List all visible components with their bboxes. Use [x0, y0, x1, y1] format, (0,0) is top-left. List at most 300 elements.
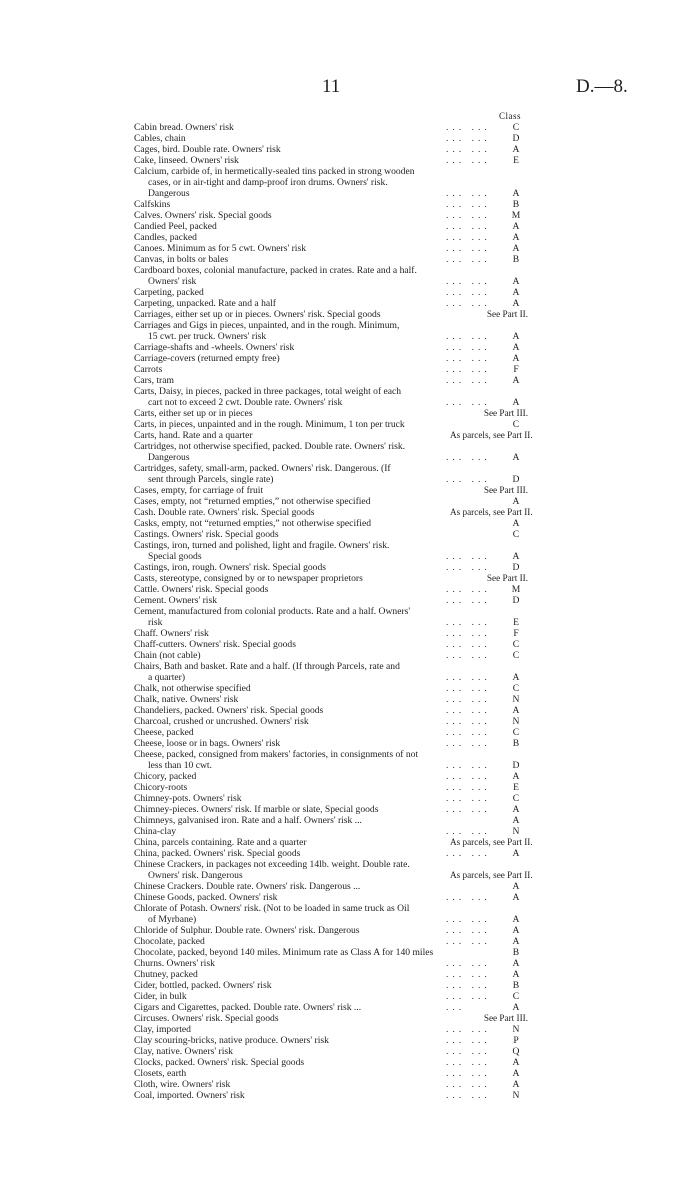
leader-dots: ... ... [446, 221, 491, 232]
classification-entry [134, 375, 528, 386]
entry-description [134, 573, 450, 584]
leader-dots: ... ... [446, 925, 491, 936]
class-code: A [512, 672, 520, 683]
entry-description-line: Chloride of Sulphur. Double rate. Owners' risk. Dangerous [134, 925, 360, 936]
entry-description [134, 419, 438, 430]
leader-dots: ... ... [446, 287, 491, 298]
classification-entry [134, 1002, 528, 1013]
leader-dots: ... ... [446, 826, 491, 837]
classification-entry [134, 936, 528, 947]
entry-description [134, 837, 450, 848]
entry-description-line: Chairs, Bath and basket. Rate and a half. (If through Parcels, rate and [134, 661, 400, 672]
entry-description-line: China-clay [134, 826, 177, 837]
entry-description-line: Carts, hand. Rate and a quarter [134, 430, 253, 441]
entry-description [134, 232, 438, 243]
entry-description [134, 1035, 438, 1046]
entry-description [134, 1079, 438, 1090]
leader-dots: ... ... [446, 848, 491, 859]
entry-description-line: Calves. Owners' risk. Special goods [134, 210, 272, 221]
entry-description-line: Chocolate, packed, beyond 140 miles. Minimum rate as Class A for 140 miles [134, 947, 434, 958]
class-code: A [512, 353, 520, 364]
entry-description-line: cart not to exceed 2 cwt. Double rate. Owners' risk [148, 397, 343, 408]
class-code: A [512, 518, 520, 529]
leader-dots: ... ... [446, 1090, 491, 1101]
class-code: C [512, 650, 520, 661]
entry-description-line: Cages, bird. Double rate. Owners' risk [134, 144, 281, 155]
class-code: D [512, 474, 520, 485]
entry-description [134, 980, 438, 991]
entry-description-line: risk [148, 617, 163, 628]
entry-description-line: Cattle. Owners' risk. Special goods [134, 584, 269, 595]
entry-description-line: Dangerous [148, 188, 190, 199]
part-reference: As parcels, see Part II. [450, 837, 533, 847]
entry-description [134, 661, 438, 683]
entry-description-line: Cars, tram [134, 375, 174, 386]
entry-description-line: Chimney-pots. Owners' risk [134, 793, 242, 804]
class-code: Q [512, 1046, 520, 1057]
entry-description [134, 925, 438, 936]
entry-description [134, 584, 438, 595]
entry-description [134, 485, 450, 496]
part-reference: See Part III. [483, 1013, 528, 1023]
part-reference: See Part III. [483, 485, 528, 495]
classification-entry [134, 1057, 528, 1068]
leader-dots: ... ... [446, 364, 491, 375]
class-code: A [512, 397, 520, 408]
leader-dots: ... ... [446, 991, 491, 1002]
classification-entry [134, 485, 528, 496]
leader-dots: ... ... [446, 595, 491, 606]
classification-entry [134, 265, 528, 287]
part-reference: See Part II. [486, 573, 528, 583]
classification-entry [134, 122, 528, 133]
entry-description-line: Cheese, loose or in bags. Owners' risk [134, 738, 281, 749]
entry-description-line: Owners' risk. Dangerous [148, 870, 243, 881]
entry-description [134, 738, 438, 749]
leader-dots: ... ... [446, 771, 491, 782]
leader-dots: ... ... [446, 254, 491, 265]
entry-description-line: Chalk, not otherwise specified [134, 683, 251, 694]
entry-description [134, 771, 438, 782]
entry-description-line: Carriages and Gigs in pieces, unpainted, and in the rough. Minimum, [134, 320, 400, 331]
entry-description-line: Chlorate of Potash. Owners' risk. (Not to be loaded in same truck as Oil [134, 903, 410, 914]
entry-description [134, 804, 438, 815]
entry-description [134, 518, 438, 529]
entry-description [134, 1002, 438, 1013]
classification-entry [134, 573, 528, 584]
entry-description-line: Cider, bottled, packed. Owners' risk [134, 980, 272, 991]
entry-description [134, 364, 438, 375]
class-code: A [512, 342, 520, 353]
entry-description-line: Chain (not cable) [134, 650, 201, 661]
entry-description-line: less than 10 cwt. [148, 760, 212, 771]
leader-dots: ... ... [446, 210, 491, 221]
entry-description [134, 199, 438, 210]
class-code: A [512, 1057, 520, 1068]
classification-entry [134, 947, 528, 958]
entry-description-line: Castings, iron, rough. Owners' risk. Special goods [134, 562, 326, 573]
leader-dots: ... ... [446, 1057, 491, 1068]
class-code: F [513, 364, 519, 375]
class-code: N [512, 694, 520, 705]
entry-description-line: Coal, imported. Owners' risk [134, 1090, 245, 1101]
entry-description-line: Clay scouring-bricks, native produce. Owners' risk [134, 1035, 329, 1046]
entry-description [134, 353, 438, 364]
entry-description [134, 221, 438, 232]
entry-description [134, 1013, 450, 1024]
class-code: A [512, 331, 520, 342]
entry-description [134, 309, 450, 320]
entry-description [134, 298, 438, 309]
entry-description [134, 386, 438, 408]
leader-dots: ... ... [446, 672, 491, 683]
leader-dots: ... ... [446, 727, 491, 738]
entry-description [134, 606, 438, 628]
entry-description-line: Chalk, native. Owners' risk [134, 694, 239, 705]
class-code: A [512, 892, 520, 903]
leader-dots: ... ... [446, 716, 491, 727]
leader-dots: ... ... [446, 892, 491, 903]
entry-description-line: Cigars and Cigarettes, packed. Double rate. Owners' risk ... [134, 1002, 362, 1013]
entry-description [134, 441, 438, 463]
leader-dots: ... ... [446, 804, 491, 815]
entry-description-line: China, parcels containing. Rate and a quarter [134, 837, 307, 848]
class-code: A [512, 221, 520, 232]
class-code: A [512, 804, 520, 815]
entry-description-line: sent through Parcels, single rate) [148, 474, 274, 485]
entry-description [134, 496, 438, 507]
class-code: B [512, 199, 520, 210]
classification-entry [134, 969, 528, 980]
classification-entry [134, 793, 528, 804]
entry-description [134, 859, 450, 881]
entry-description-line: Chimneys, galvanised iron. Rate and a half. Owners' risk ... [134, 815, 362, 826]
entry-description [134, 892, 438, 903]
class-code: C [512, 727, 520, 738]
entry-description-line: Carriages, either set up or in pieces. Owners' risk. Special goods [134, 309, 381, 320]
classification-entry [134, 826, 528, 837]
leader-dots: ... ... [446, 639, 491, 650]
classification-entry [134, 298, 528, 309]
entry-description [134, 408, 450, 419]
entry-description [134, 562, 438, 573]
entry-description-line: Cartridges, not otherwise specified, packed. Double rate. Owners' risk. [134, 441, 406, 452]
entry-description-line: Chicory, packed [134, 771, 197, 782]
class-code: A [512, 243, 520, 254]
classification-entry [134, 1079, 528, 1090]
classification-entry [134, 1068, 528, 1079]
document-reference: D.—8. [576, 76, 628, 97]
class-code: D [512, 760, 520, 771]
entry-description-line: cases, or in air-tight and damp-proof iron drums. Owners' risk. [148, 177, 388, 188]
classification-entry [134, 925, 528, 936]
entry-description [134, 342, 438, 353]
entry-description [134, 320, 438, 342]
entry-description [134, 243, 438, 254]
class-code: B [512, 738, 520, 749]
classification-entry [134, 243, 528, 254]
entry-description-line: Chicory-roots [134, 782, 188, 793]
entry-description [134, 650, 438, 661]
classification-entry [134, 815, 528, 826]
entry-description [134, 826, 438, 837]
classification-entry [134, 320, 528, 342]
leader-dots: ... ... [446, 705, 491, 716]
class-code: A [512, 815, 520, 826]
classification-entry [134, 1024, 528, 1035]
entry-description-line: Dangerous [148, 452, 190, 463]
entry-description-line: Owners' risk [148, 276, 197, 287]
classification-entry [134, 419, 528, 430]
entry-description-line: Closets, earth [134, 1068, 187, 1079]
entry-description [134, 1046, 438, 1057]
class-code: N [512, 826, 520, 837]
leader-dots: ... ... [446, 562, 491, 573]
classification-entry [134, 1046, 528, 1057]
classification-entry [134, 507, 533, 518]
entry-description [134, 133, 438, 144]
classification-entry [134, 980, 528, 991]
entry-description [134, 958, 438, 969]
entry-description [134, 947, 438, 958]
entry-description-line: Circuses. Owners' risk. Special goods [134, 1013, 279, 1024]
class-code: B [512, 980, 520, 991]
leader-dots: ... ... [446, 474, 491, 485]
class-code: A [512, 925, 520, 936]
page-number: 11 [322, 76, 341, 97]
leader-dots: ... ... [446, 683, 491, 694]
entry-description-line: Cloth, wire. Owners' risk [134, 1079, 231, 1090]
class-code: A [512, 496, 520, 507]
class-code: E [513, 155, 519, 166]
leader-dots: ... ... [446, 199, 491, 210]
class-code: A [512, 276, 520, 287]
class-code: D [512, 595, 520, 606]
classification-entry [134, 716, 528, 727]
goods-classification-list [134, 122, 533, 1101]
leader-dots: ... [446, 1002, 466, 1013]
class-code: A [512, 848, 520, 859]
entry-description [134, 265, 438, 287]
class-code: C [512, 419, 520, 430]
classification-entry [134, 133, 528, 144]
classification-entry [134, 859, 533, 881]
leader-dots: ... ... [446, 452, 491, 463]
entry-description-line: Castings. Owners' risk. Special goods [134, 529, 279, 540]
classification-entry [134, 342, 528, 353]
classification-entry [134, 650, 528, 661]
entry-description-line: Clocks, packed. Owners' risk. Special goods [134, 1057, 305, 1068]
leader-dots: ... ... [446, 628, 491, 639]
entry-description-line: Casks, empty, not “returned empties,” not otherwise specified [134, 518, 372, 529]
entry-description-line: Chandeliers, packed. Owners' risk. Special goods [134, 705, 324, 716]
entry-description [134, 782, 438, 793]
entry-description [134, 210, 438, 221]
leader-dots: ... ... [446, 375, 491, 386]
entry-description-line: Cider, in bulk [134, 991, 187, 1002]
entry-description-line: 15 cwt. per truck. Owners' risk [148, 331, 267, 342]
entry-description [134, 122, 438, 133]
class-code: A [512, 298, 520, 309]
leader-dots: ... ... [446, 122, 491, 133]
part-reference: See Part III. [483, 408, 528, 418]
classification-entry [134, 628, 528, 639]
class-code: N [512, 1090, 520, 1101]
classification-entry [134, 254, 528, 265]
leader-dots: ... ... [446, 243, 491, 254]
entry-description-line: Chocolate, packed [134, 936, 205, 947]
entry-description [134, 155, 438, 166]
classification-entry [134, 496, 528, 507]
entry-description-line: Special goods [148, 551, 202, 562]
entry-description-line: Chinese Crackers, in packages not exceeding 14lb. weight. Double rate. [134, 859, 410, 870]
classification-entry [134, 892, 528, 903]
part-reference: As parcels, see Part II. [450, 870, 533, 880]
entry-description [134, 1068, 438, 1079]
classification-entry [134, 694, 528, 705]
entry-description-line: Casts, stereotype, consigned by or to newspaper proprietors [134, 573, 363, 584]
leader-dots: ... ... [446, 914, 491, 925]
classification-entry [134, 771, 528, 782]
entry-description-line: Chinese Goods, packed. Owners' risk [134, 892, 278, 903]
classification-entry [134, 386, 528, 408]
classification-entry [134, 837, 533, 848]
entry-description [134, 815, 438, 826]
entry-description-line: Cake, linseed. Owners' risk [134, 155, 239, 166]
classification-entry [134, 881, 528, 892]
entry-description [134, 991, 438, 1002]
leader-dots: ... ... [446, 936, 491, 947]
classification-entry [134, 1035, 528, 1046]
classification-entry [134, 683, 528, 694]
classification-entry [134, 639, 528, 650]
entry-description-line: Canvas, in bolts or bales [134, 254, 229, 265]
class-code: N [512, 1024, 520, 1035]
entry-description [134, 628, 438, 639]
entry-description-line: Carts, Daisy, in pieces, packed in three packages, total weight of each [134, 386, 402, 397]
entry-description [134, 144, 438, 155]
entry-description [134, 793, 438, 804]
classification-entry [134, 144, 528, 155]
entry-description [134, 1090, 438, 1101]
class-code: A [512, 1002, 520, 1013]
entry-description [134, 375, 438, 386]
entry-description-line: Churns. Owners' risk [134, 958, 215, 969]
entry-description-line: China, packed. Owners' risk. Special goods [134, 848, 301, 859]
leader-dots: ... ... [446, 969, 491, 980]
entry-description [134, 727, 438, 738]
classification-entry [134, 903, 528, 925]
class-code: B [512, 254, 520, 265]
leader-dots: ... ... [446, 738, 491, 749]
leader-dots: ... ... [446, 958, 491, 969]
class-code: B [512, 947, 520, 958]
leader-dots: ... ... [446, 980, 491, 991]
leader-dots: ... ... [446, 782, 491, 793]
classification-entry [134, 991, 528, 1002]
entry-description-line: Cement. Owners' risk [134, 595, 217, 606]
class-code: A [512, 1068, 520, 1079]
classification-entry [134, 353, 528, 364]
entry-description [134, 639, 438, 650]
entry-description [134, 463, 438, 485]
class-code: A [512, 936, 520, 947]
entry-description [134, 969, 438, 980]
class-column-heading: Class [499, 111, 522, 121]
class-code: C [512, 683, 520, 694]
classification-entry [134, 1090, 528, 1101]
entry-description-line: of Myrbane) [148, 914, 197, 925]
entry-description [134, 749, 438, 771]
leader-dots: ... ... [446, 155, 491, 166]
classification-entry [134, 727, 528, 738]
part-reference: As parcels, see Part II. [450, 507, 533, 517]
leader-dots: ... ... [446, 617, 491, 628]
entry-description-line: Calfskins [134, 199, 171, 210]
entry-description-line: Charcoal, crushed or uncrushed. Owners' risk [134, 716, 309, 727]
leader-dots: ... ... [446, 188, 491, 199]
class-code: A [512, 705, 520, 716]
entry-description-line: Cases, empty, for carriage of fruit [134, 485, 264, 496]
class-code: M [511, 210, 521, 221]
entry-description-line: Carriage-shafts and -wheels. Owners' risk [134, 342, 295, 353]
entry-description-line: Chimney-pieces. Owners' risk. If marble or slate, Special goods [134, 804, 379, 815]
class-code: C [512, 122, 520, 133]
leader-dots: ... ... [446, 1046, 491, 1057]
entry-description-line: Candied Peel, packed [134, 221, 217, 232]
entry-description-line: Carts, either set up or in pieces [134, 408, 253, 419]
class-code: E [513, 617, 519, 628]
classification-entry [134, 232, 528, 243]
entry-description-line: Chutney, packed [134, 969, 198, 980]
entry-description-line: Cement, manufactured from colonial products. Rate and a half. Owners' [134, 606, 411, 617]
leader-dots: ... ... [446, 551, 491, 562]
class-code: A [512, 188, 520, 199]
leader-dots: ... ... [446, 1079, 491, 1090]
classification-entry [134, 364, 528, 375]
entry-description-line: Carpeting, packed [134, 287, 204, 298]
entry-description-line: Chinese Crackers. Double rate. Owners' risk. Dangerous ... [134, 881, 361, 892]
entry-description [134, 507, 450, 518]
classification-entry [134, 540, 528, 562]
entry-description-line: Cardboard boxes, colonial manufacture, packed in crates. Rate and a half. [134, 265, 417, 276]
entry-description-line: Carts, in pieces, unpainted and in the rough. Minimum, 1 ton per truck [134, 419, 405, 430]
class-code: D [512, 562, 520, 573]
entry-description-line: Cash. Double rate. Owners' risk. Special goods [134, 507, 315, 518]
classification-entry [134, 408, 528, 419]
entry-description [134, 430, 450, 441]
entry-description-line: Cheese, packed, consigned from makers' factories, in consignments of not [134, 749, 419, 760]
entry-description-line: Candles, packed [134, 232, 197, 243]
entry-description [134, 529, 438, 540]
leader-dots: ... ... [446, 694, 491, 705]
leader-dots: ... ... [446, 298, 491, 309]
classification-entry [134, 155, 528, 166]
class-code: C [512, 793, 520, 804]
class-code: A [512, 144, 520, 155]
entry-description [134, 683, 438, 694]
entry-description-line: Cabin bread. Owners' risk [134, 122, 234, 133]
class-code: F [513, 628, 519, 639]
entry-description-line: Canoes. Minimum as for 5 cwt. Owners' risk [134, 243, 306, 254]
entry-description [134, 716, 438, 727]
class-code: A [512, 1079, 520, 1090]
classification-entry [134, 606, 528, 628]
classification-entry [134, 210, 528, 221]
leader-dots: ... ... [446, 1024, 491, 1035]
entry-description [134, 694, 438, 705]
class-code: A [512, 969, 520, 980]
